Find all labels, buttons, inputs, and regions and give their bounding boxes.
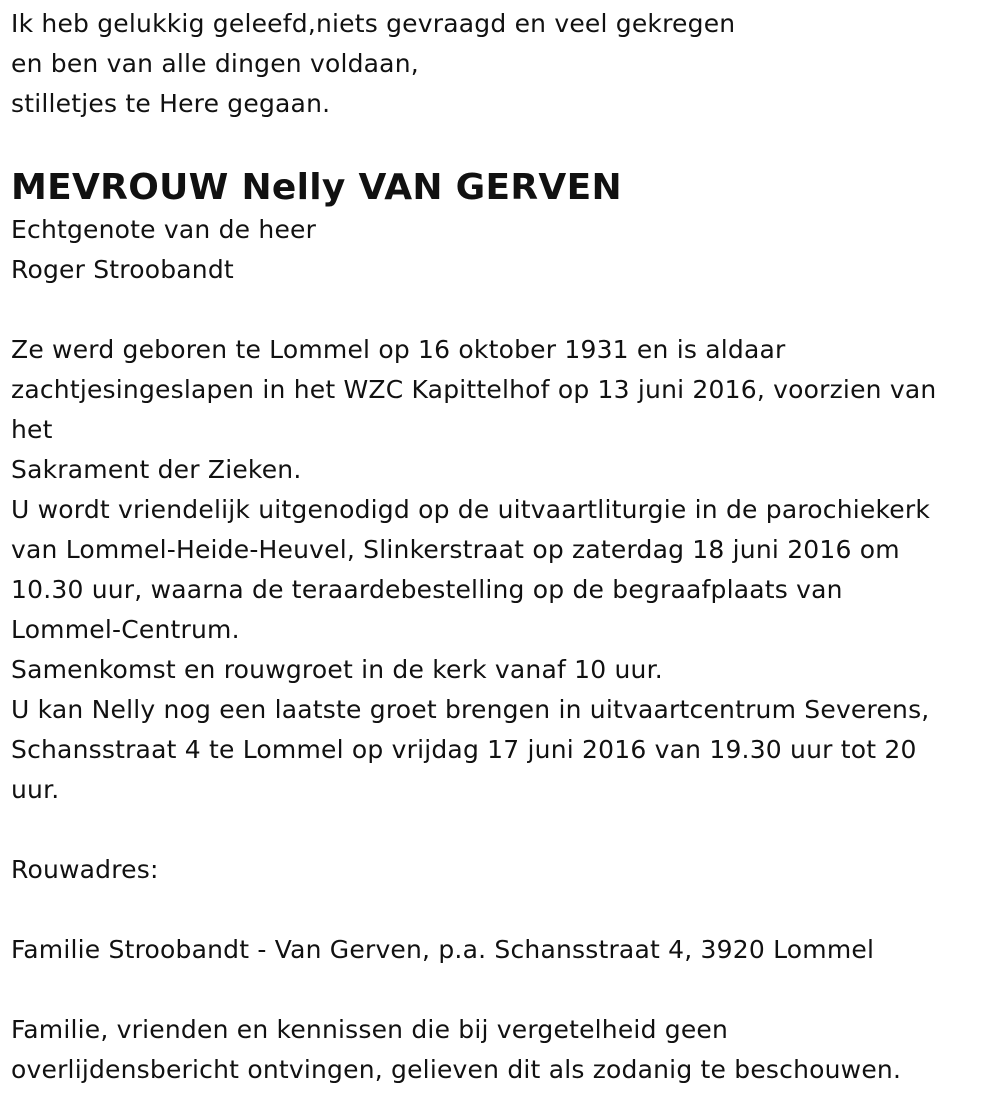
poem-line: Ik heb gelukkig geleefd,niets gevraagd en veel gekregen [11,9,736,38]
announcement-line: 10.30 uur, waarna de teraardebestelling op de begraafplaats van [11,575,843,604]
announcement-line: het [11,415,53,444]
poem-line: en ben van alle dingen voldaan, [11,49,419,78]
obituary-notice [11,4,991,1090]
announcement-line: Lommel-Centrum. [11,615,240,644]
relation-line: Echtgenote van de heer [11,215,317,244]
deceased-name: MEVROUW Nelly VAN GERVEN [11,167,622,208]
announcement-line: van Lommel-Heide-Heuvel, Slinkerstraat op zaterdag 18 juni 2016 om [11,535,900,564]
announcement-text [11,330,991,810]
closing-notice [11,1010,991,1090]
announcement-line: Schansstraat 4 te Lommel op vrijdag 17 juni 2016 van 19.30 uur tot 20 [11,735,917,764]
announcement-line: Samenkomst en rouwgroet in de kerk vanaf 10 uur. [11,655,663,684]
spacer [11,890,991,930]
announcement-line: U kan Nelly nog een laatste groet brengen in uitvaartcentrum Severens, [11,695,930,724]
notice-line: overlijdensbericht ontvingen, gelieven dit als zodanig te beschouwen. [11,1055,902,1084]
spacer [11,970,991,1010]
announcement-line: Sakrament der Zieken. [11,455,302,484]
relation-line: Roger Stroobandt [11,255,234,284]
announcement-line: uur. [11,775,60,804]
address-label: Rouwadres: [11,855,159,884]
announcement-line: Ze werd geboren te Lommel op 16 oktober 1931 en is aldaar [11,335,786,364]
notice-line: Familie, vrienden en kennissen die bij vergetelheid geen [11,1015,729,1044]
announcement-line: U wordt vriendelijk uitgenodigd op de uitvaartliturgie in de parochiekerk [11,495,931,524]
relation [11,210,991,290]
spacer [11,290,991,330]
poem-line: stilletjes te Here gegaan. [11,89,331,118]
announcement-line: zachtjesingeslapen in het WZC Kapittelhof op 13 juni 2016, voorzien van [11,375,937,404]
poem [11,4,991,124]
spacer [11,810,991,850]
address-value: Familie Stroobandt - Van Gerven, p.a. Schansstraat 4, 3920 Lommel [11,935,875,964]
